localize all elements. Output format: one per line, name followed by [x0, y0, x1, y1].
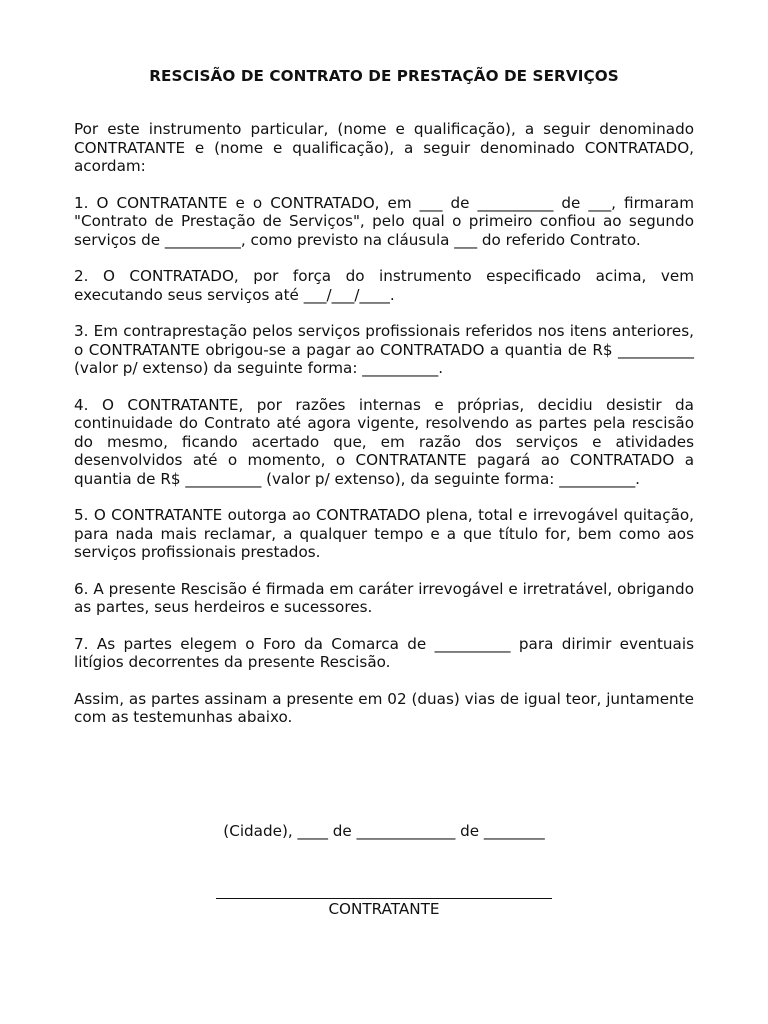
- clause-6-paragraph: 6. A presente Rescisão é firmada em caráter irrevogável e irretratável, obrigando as partes, seus herdeiros e sucessores.: [74, 579, 694, 616]
- clause-4-paragraph: 4. O CONTRATANTE, por razões internas e próprias, decidiu desistir da continuidade do Contrato até agora vigente, resolvendo as partes pela rescisão do mesmo, ficando acertado que, em razão dos serviços e atividades desenvolvidos até o momento, o CONTRATANTE pagará ao CONTRATADO a quantia de R$ __________ (valor p/ extenso), da seguinte forma: __________.: [74, 395, 694, 488]
- date-line: (Cidade), ____ de _____________ de ________: [223, 822, 545, 840]
- signature-block: [216, 898, 552, 919]
- clause-2-paragraph: 2. O CONTRATADO, por força do instrumento especificado acima, vem executando seus serviços até ___/___/____.: [74, 267, 694, 304]
- signature-label: CONTRATANTE: [328, 900, 440, 918]
- document-page: [74, 66, 694, 918]
- closing-paragraph: Assim, as partes assinam a presente em 02 (duas) vias de igual teor, juntamente com as testemunhas abaixo.: [74, 689, 694, 726]
- clause-1-paragraph: 1. O CONTRATANTE e o CONTRATADO, em ___ de __________ de ___, firmaram "Contrato de Prestação de Serviços", pelo qual o primeiro confiou ao segundo serviços de __________, como previsto na cláusula ___ do referido Contrato.: [74, 193, 694, 249]
- clause-7-paragraph: 7. As partes elegem o Foro da Comarca de __________ para dirimir eventuais litígios decorrentes da presente Rescisão.: [74, 634, 694, 671]
- signature-line: [216, 898, 552, 899]
- intro-paragraph: Por este instrumento particular, (nome e qualificação), a seguir denominado CONTRATANTE e (nome e qualificação), a seguir denominado CONTRATADO, acordam:: [74, 120, 694, 175]
- clause-3-paragraph: 3. Em contraprestação pelos serviços profissionais referidos nos itens anteriores, o CONTRATANTE obrigou-se a pagar ao CONTRATADO a quantia de R$ __________ (valor p/ extenso) da seguinte forma: __________.: [74, 322, 694, 377]
- document-title: RESCISÃO DE CONTRATO DE PRESTAÇÃO DE SERVIÇOS: [149, 67, 619, 85]
- clause-5-paragraph: 5. O CONTRATANTE outorga ao CONTRATADO plena, total e irrevogável quitação, para nada mais reclamar, a qualquer tempo e a que título for, bem como aos serviços profissionais prestados.: [74, 506, 694, 561]
